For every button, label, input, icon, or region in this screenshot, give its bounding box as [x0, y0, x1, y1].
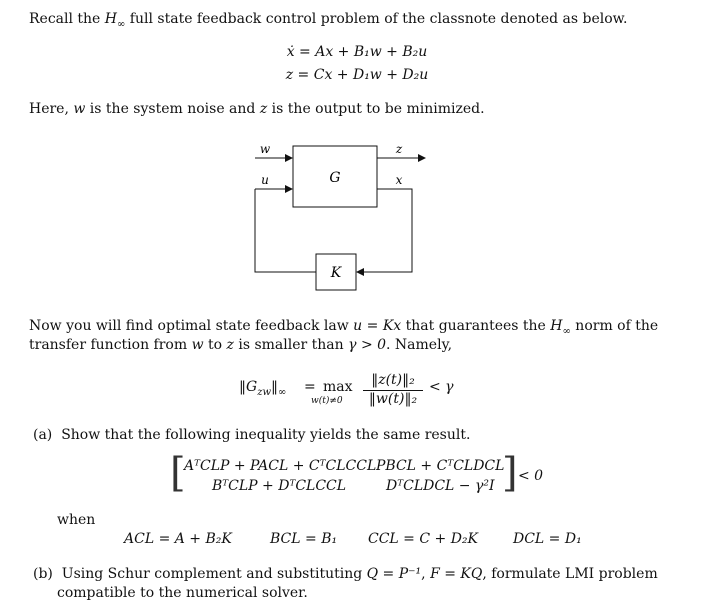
intro-text: Recall the — [29, 11, 105, 27]
z-label: z — [395, 142, 403, 156]
ccl-definition: CCL = C + D₂K — [368, 531, 478, 547]
left-bracket: [ — [170, 450, 186, 496]
part-b-line1: (b) Using Schur complement and substituting Q = P⁻¹, F = KQ, formulate LMI problem — [33, 566, 658, 582]
now-paragraph-line2: transfer function from w to z is smaller than γ > 0. Namely, — [29, 337, 453, 353]
feedback-path-left — [255, 189, 316, 272]
acl-definition: ACL = A + B₂K — [124, 531, 232, 547]
noise-description: Here, w is the system noise and z is the output to be minimized. — [29, 101, 485, 117]
lmi-matrix: [ AᵀCLP + PACL + CᵀCLCCL PBCL + CᵀCLDCL BᵀCLP + DᵀCLCCL DᵀCLDCL − γ²I ] < 0 — [170, 450, 544, 496]
output-equation: z = Cx + D₁w + D₂u — [285, 67, 429, 83]
controller-label: K — [330, 265, 342, 281]
dcl-definition: DCL = D₁ — [513, 531, 582, 547]
part-b-line2: compatible to the numerical solver. — [57, 585, 308, 601]
feedback-path-right — [357, 189, 412, 272]
plant-label: G — [329, 170, 341, 186]
hinf-norm-equation: $‖G_{zw}‖_\infty$ = max w(t)≠0 ‖z(t)‖₂ ‖w(t)‖₂ < γ — [239, 372, 454, 407]
h-inf-symbol: $H_\infty$ — [550, 318, 571, 337]
w-label: w — [259, 142, 271, 156]
bcl-definition: BCL = B₁ — [270, 531, 338, 547]
when-label: when — [57, 512, 96, 528]
controller-block — [316, 254, 356, 290]
part-a: (a) Show that the following inequality yields the same result. — [33, 427, 471, 443]
h-inf-symbol: $H_\infty$ — [104, 11, 126, 30]
x-label: x — [395, 173, 403, 187]
now-paragraph-line1: Now you will find optimal state feedback law u = Kx that guarantees the $H_\infty$ norm of the — [29, 318, 659, 337]
intro-paragraph: Recall the $H_\infty$ full state feedback control problem of the classnote denoted as below. — [29, 11, 628, 30]
right-bracket: ] — [502, 450, 518, 496]
u-label: u — [261, 173, 269, 187]
plant-block — [293, 146, 377, 207]
state-equation: ẋ = Ax + B₁w + B₂u — [286, 44, 428, 60]
